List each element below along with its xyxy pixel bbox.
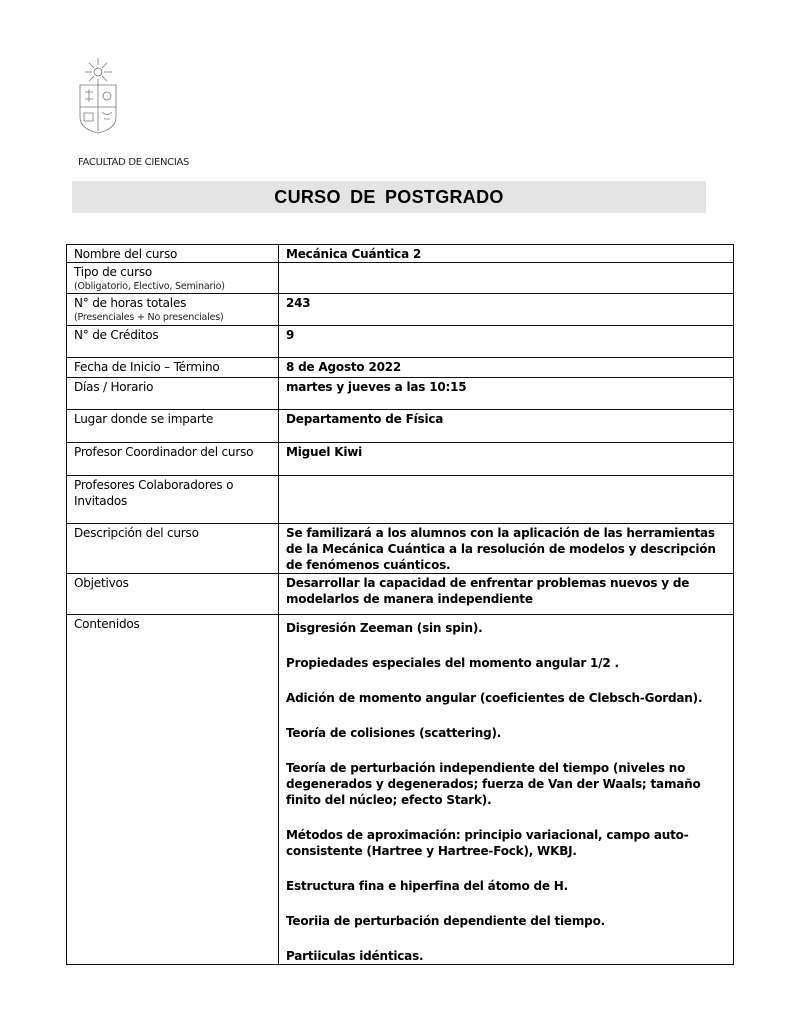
content-item: Teoría de perturbación independiente del tiempo (niveles no degenerados y degenerados; fuerza de Van der Waals; tamaño finito del núcleo; efecto Stark).	[286, 761, 701, 807]
value-contenidos	[279, 615, 734, 965]
label-lugar: Lugar donde se imparte	[67, 410, 279, 443]
content-item: Estructura fina e hiperfina del átomo de H.	[286, 879, 568, 893]
label-colaboradores: Profesores Colaboradores o Invitados	[67, 476, 279, 524]
content-item: Propiedades especiales del momento angular 1/2 .	[286, 656, 619, 670]
page-title: CURSO DE POSTGRADO	[274, 186, 504, 207]
value-nombre: Mecánica Cuántica 2	[279, 245, 734, 263]
sublabel-tipo: (Obligatorio, Electivo, Seminario)	[74, 281, 225, 292]
content-item: Adición de momento angular (coeficientes de Clebsch-Gordan).	[286, 691, 703, 705]
label-coordinador: Profesor Coordinador del curso	[67, 443, 279, 476]
value-coordinador: Miguel Kiwi	[279, 443, 734, 476]
value-dias: martes y jueves a las 10:15	[279, 378, 734, 410]
sublabel-horas: (Presenciales + No presenciales)	[74, 312, 224, 323]
row-lugar	[67, 410, 734, 443]
label-descripcion: Descripción del curso	[67, 524, 279, 574]
content-item: Teoriia de perturbación dependiente del tiempo.	[286, 914, 605, 928]
value-descripcion: Se familizará a los alumnos con la aplicación de las herramientas de la Mecánica Cuántica a la resolución de modelos y descripción de fenómenos cuánticos.	[279, 524, 734, 574]
label-contenidos: Contenidos	[67, 615, 279, 965]
title-banner	[72, 181, 706, 213]
faculty-name: FACULTAD DE CIENCIAS	[78, 157, 190, 168]
value-horas: 243	[279, 294, 734, 326]
row-coordinador	[67, 443, 734, 476]
value-fecha: 8 de Agosto 2022	[279, 358, 734, 378]
label-nombre: Nombre del curso	[67, 245, 279, 263]
content-item: Disgresión Zeeman (sin spin).	[286, 621, 483, 635]
label-fecha: Fecha de Inicio – Término	[67, 358, 279, 378]
label-dias: Días / Horario	[67, 378, 279, 410]
row-colaboradores	[67, 476, 734, 524]
row-contenidos	[67, 615, 734, 965]
content-item: Métodos de aproximación: principio variacional, campo auto-consistente (Hartree y Hartree-Fock), WKBJ.	[286, 828, 689, 858]
university-crest-logo	[78, 55, 120, 135]
row-creditos	[67, 326, 734, 358]
row-fecha	[67, 358, 734, 378]
row-objetivos	[67, 574, 734, 615]
value-creditos: 9	[279, 326, 734, 358]
row-dias	[67, 378, 734, 410]
label-objetivos: Objetivos	[67, 574, 279, 615]
label-creditos: N° de Créditos	[67, 326, 279, 358]
value-lugar: Departamento de Física	[279, 410, 734, 443]
row-tipo	[67, 263, 734, 294]
course-info-table	[66, 244, 734, 965]
label-tipo: Tipo de curso (Obligatorio, Electivo, Seminario)	[67, 263, 279, 294]
content-item: Partiiculas idénticas.	[286, 949, 424, 963]
row-descripcion	[67, 524, 734, 574]
content-item: Teoría de colisiones (scattering).	[286, 726, 502, 740]
value-colaboradores	[279, 476, 734, 524]
value-objetivos: Desarrollar la capacidad de enfrentar problemas nuevos y de modelarlos de manera independiente	[279, 574, 734, 615]
label-horas: N° de horas totales (Presenciales + No presenciales)	[67, 294, 279, 326]
row-nombre	[67, 245, 734, 263]
row-horas	[67, 294, 734, 326]
value-tipo	[279, 263, 734, 294]
